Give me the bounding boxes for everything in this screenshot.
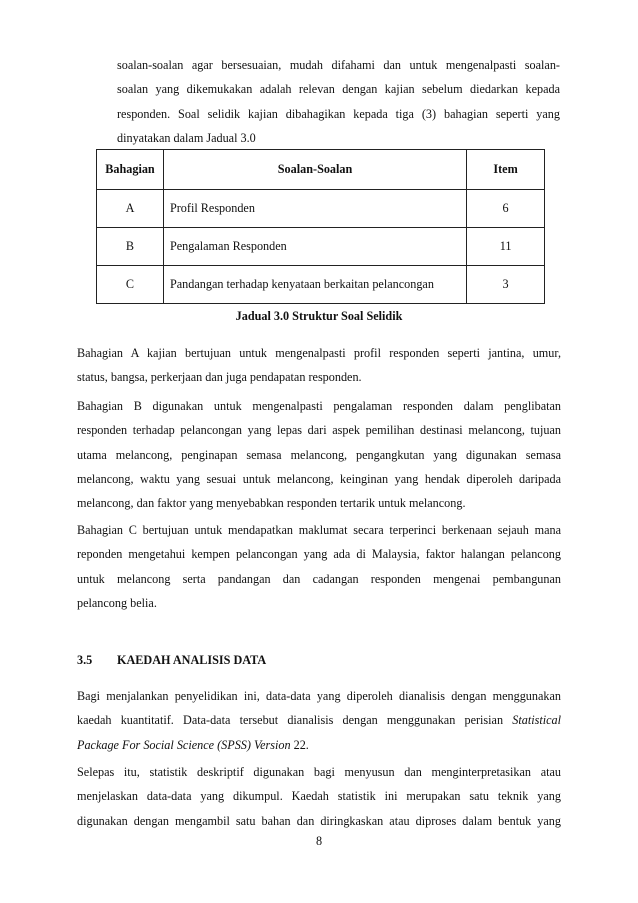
section-heading: [77, 653, 266, 668]
text-segment: kaedah kuantitatif. Data-data tersebut dianalisis dengan menggunakan perisian: [77, 713, 504, 728]
text-line: [77, 708, 561, 732]
cell-bahagian: C: [97, 266, 164, 304]
questionnaire-structure-table: [96, 149, 545, 304]
column-header-bahagian: Bahagian: [97, 150, 164, 190]
table-row: [97, 228, 545, 266]
page-number: 8: [315, 834, 323, 848]
cell-bahagian: B: [97, 228, 164, 266]
text-line: [77, 733, 561, 757]
text-line: menjelaskan data-data yang dikumpul. Kaedah statistik ini merupakan satu teknik yang: [77, 789, 561, 804]
cell-bahagian: A: [97, 190, 164, 228]
text-line: responden. Soal selidik kajian dibahagikan kepada tiga (3) bahagian seperti yang: [117, 106, 560, 121]
column-header-soalan: Soalan-Soalan: [163, 150, 466, 190]
column-header-item: Item: [467, 150, 545, 190]
text-line: pelancong belia.: [77, 595, 157, 610]
text-line: melancong, waktu yang sesuai untuk melancong, keinginan yang hendak diperoleh daripada: [77, 471, 561, 486]
text-line: Selepas itu, statistik deskriptif digunakan bagi menyusun dan menginterpretasikan atau: [77, 765, 561, 779]
paragraph-bahagian-c: [77, 518, 561, 615]
text-line: Bahagian B digunakan untuk mengenalpasti pengalaman responden dalam penglibatan: [77, 399, 561, 413]
cell-item: 6: [467, 190, 545, 228]
paragraph-bahagian-a: [77, 341, 561, 390]
paragraph-analysis-method: [77, 684, 561, 757]
text-line: Bahagian C bertujuan untuk mendapatkan maklumat secara terperinci berkenaan sejauh mana: [77, 523, 561, 537]
text-line: dinyatakan dalam Jadual 3.0: [117, 130, 256, 145]
text-segment: 22.: [290, 737, 309, 752]
paragraph-bahagian-b: [77, 394, 561, 515]
table-header-row: [97, 150, 545, 190]
text-line: melancong, dan faktor yang menyebabkan responden tertarik untuk melancong.: [77, 496, 466, 511]
cell-item: 3: [467, 266, 545, 304]
text-line: Bahagian A kajian bertujuan untuk mengenalpasti profil responden seperti jantina, umur,: [77, 346, 561, 360]
text-line: status, bangsa, perkerjaan dan juga pendapatan responden.: [77, 370, 362, 385]
table-row: [97, 190, 545, 228]
intro-paragraph: [117, 53, 560, 150]
cell-soalan: Pandangan terhadap kenyataan berkaitan pelancongan: [163, 266, 466, 304]
text-line: untuk melancong serta pandangan dan cadangan responden mengenai pembangunan: [77, 571, 561, 586]
section-title: KAEDAH ANALISIS DATA: [117, 653, 267, 667]
software-name-italic: Package For Social Science (SPSS) Version: [77, 737, 291, 752]
text-line: responden terhadap pelancongan yang lepas dari aspek pemilihan destinasi melancong, tujuan: [77, 423, 561, 438]
text-line: utama melancong, penginapan semasa melancong, pengangkutan yang digunakan semasa: [77, 447, 561, 462]
table-caption: Jadual 3.0 Struktur Soal Selidik: [235, 309, 403, 323]
text-line: reponden mengetahui kempen pelancongan yang ada di Malaysia, faktor halangan pelancong: [77, 547, 561, 562]
cell-soalan: Pengalaman Responden: [163, 228, 466, 266]
cell-soalan: Profil Responden: [163, 190, 466, 228]
table-row: [97, 266, 545, 304]
paragraph-descriptive-statistics: [77, 760, 561, 833]
text-line: Bagi menjalankan penyelidikan ini, data-data yang diperoleh dianalisis dengan menggunakan: [77, 689, 561, 703]
section-number: 3.5: [77, 653, 93, 667]
text-line: soalan yang dikemukakan adalah relevan dengan kajian sebelum diedarkan kepada: [117, 82, 560, 97]
cell-item: 11: [467, 228, 545, 266]
text-line: soalan-soalan agar bersesuaian, mudah difahami dan untuk mengenalpasti soalan-: [117, 58, 560, 72]
text-line: digunakan dengan mengambil satu bahan dan diringkaskan atau diproses dalam bentuk yang: [77, 813, 561, 828]
software-name-italic: Statistical: [512, 713, 561, 728]
